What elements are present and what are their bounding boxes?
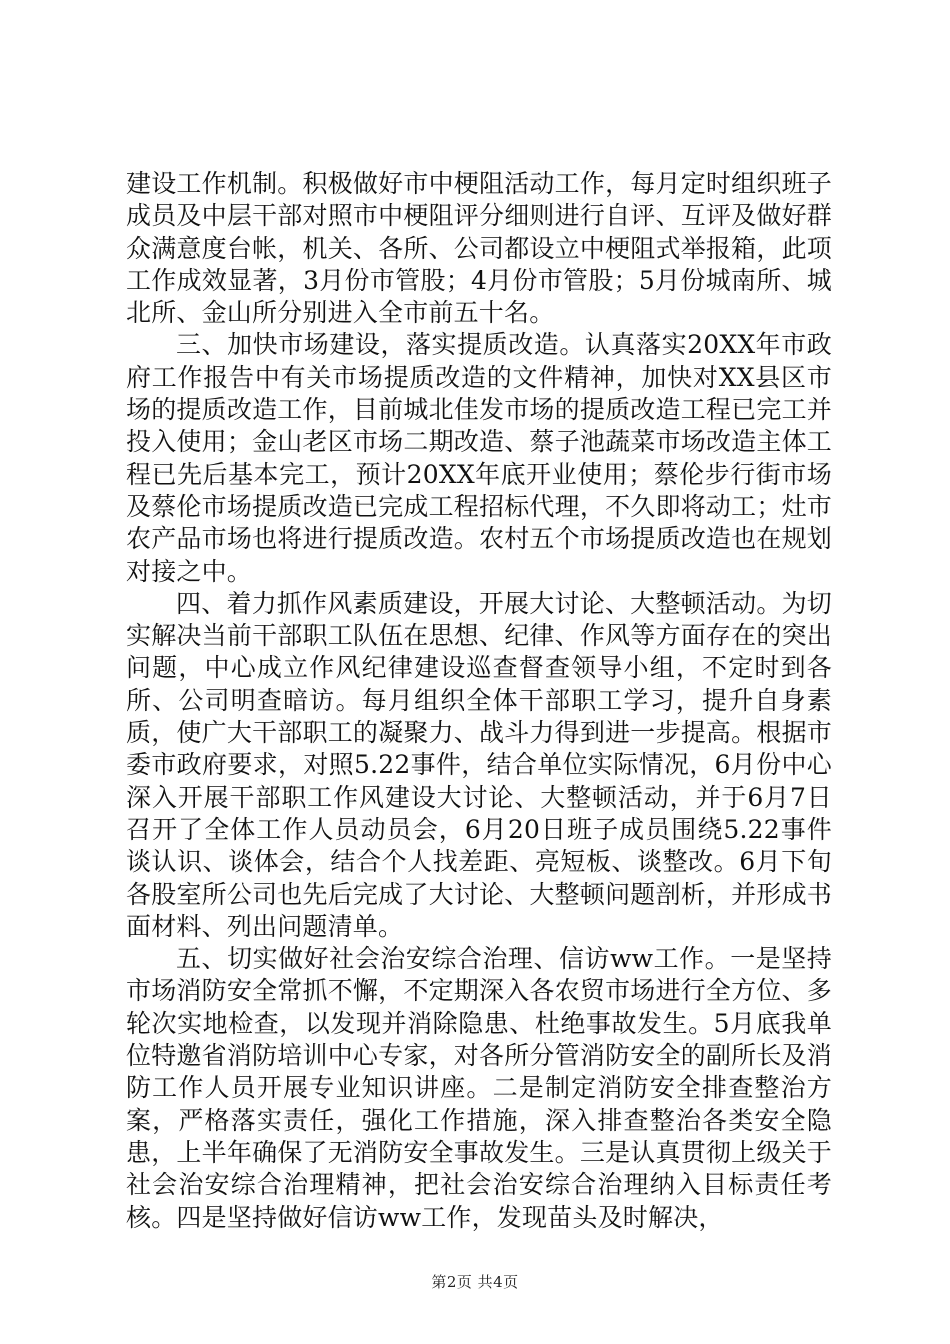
paragraph-continuation: 建设工作机制。积极做好市中梗阻活动工作，每月定时组织班子成员及中层干部对照市中梗阻评分细则进行自评、互评及做好群众满意度台帐，机关、各所、公司都设立中梗阻式举报箱，此项工作成效显著，3月份市管股；4月份市管股；5月份城南所、城北所、金山所分别进入全市前五十名。 [126, 169, 832, 328]
document-body [126, 168, 832, 1234]
paragraph-work-style: 四、着力抓作风素质建设，开展大讨论、大整顿活动。为切实解决当前干部职工队伍在思想、纪律、作风等方面存在的突出问题，中心成立作风纪律建设巡查督查领导小组，不定时到各所、公司明查暗访。每月组织全体干部职工学习，提升自身素质，使广大干部职工的凝聚力、战斗力得到进一步提高。根据市委市政府要求，对照5.22事件，结合单位实际情况，6月份中心深入开展干部职工作风建设大讨论、大整顿活动，并于6月7日召开了全体工作人员动员会，6月20日班子成员围绕5.22事件谈认识、谈体会，结合个人找差距、亮短板、谈整改。6月下旬各股室所公司也先后完成了大讨论、大整顿问题剖析，并形成书面材料、列出问题清单。 [126, 588, 832, 941]
page-footer: 第2页 共4页 [431, 1273, 519, 1291]
paragraph-public-security: 五、切实做好社会治安综合治理、信访ww工作。一是坚持市场消防安全常抓不懈，不定期深入各农贸市场进行全方位、多轮次实地检查，以发现并消除隐患、杜绝事故发生。5月底我单位特邀省消防培训中心专家，对各所分管消防安全的副所长及消防工作人员开展专业知识讲座。二是制定消防安全排查整治方案，严格落实责任，强化工作措施，深入排查整治各类安全隐患，上半年确保了无消防安全事故发生。三是认真贯彻上级关于社会治安综合治理精神，把社会治安综合治理纳入目标责任考核。四是坚持做好信访ww工作，发现苗头及时解决， [126, 944, 832, 1232]
paragraph-market-construction: 三、加快市场建设，落实提质改造。认真落实20XX年市政府工作报告中有关市场提质改造的文件精神，加快对XX县区市场的提质改造工作，目前城北佳发市场的提质改造工程已完工并投入使用；金山老区市场二期改造、蔡子池蔬菜市场改造主体工程已先后基本完工，预计20XX年底开业使用；蔡伦步行街市场及蔡伦市场提质改造已完成工程招标代理，不久即将动工；灶市农产品市场也将进行提质改造。农村五个市场提质改造也在规划对接之中。 [126, 330, 832, 586]
